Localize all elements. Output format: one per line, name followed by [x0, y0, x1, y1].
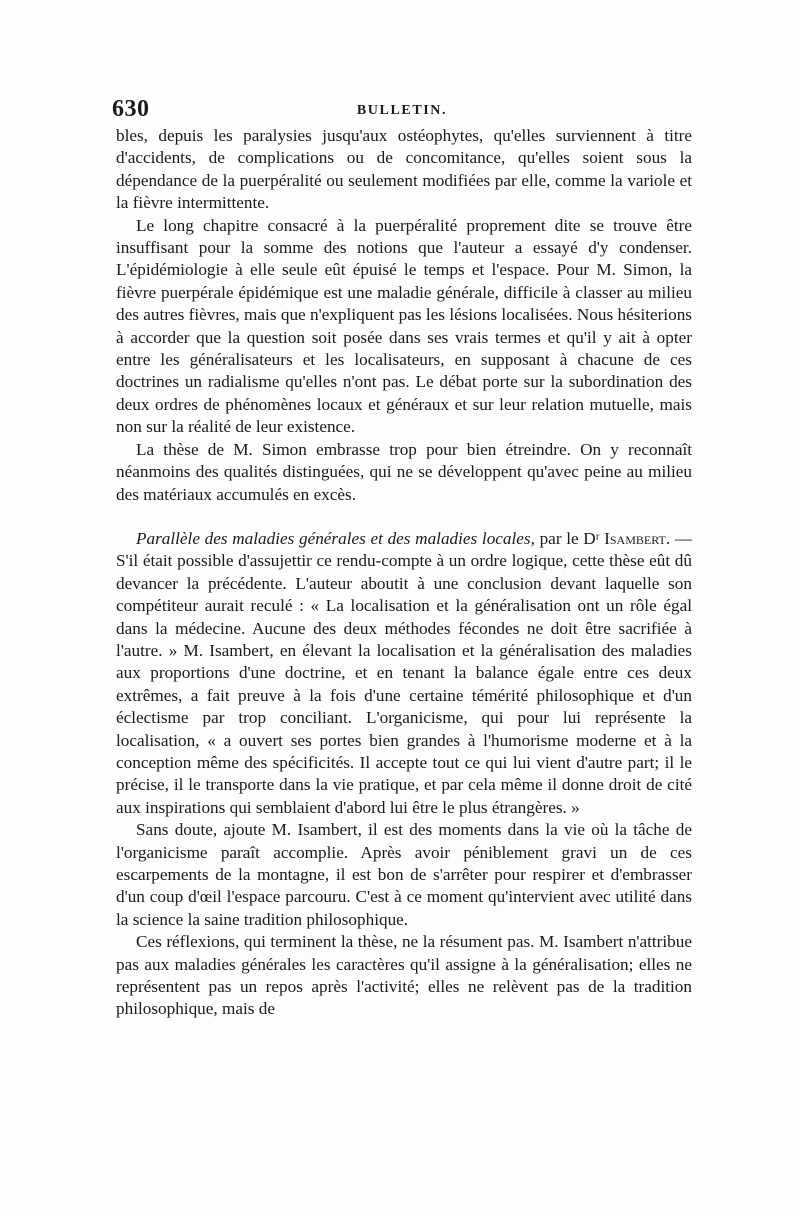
text-body	[116, 125, 692, 1021]
paragraph-1: bles, depuis les paralysies jusqu'aux ostéophytes, qu'elles surviennent à titre d'accidents, de complications ou de concomitance, qu'elles soient sous la dépendance de la puerpéralité ou seulement modifiées par elle, comme la variole et la fièvre intermittente.	[116, 126, 692, 213]
paragraph-6: Ces réflexions, qui terminent la thèse, ne la résument pas. M. Isambert n'attribue pas aux maladies générales les caractères qu'il assigne à la généralisation; elles ne représentent pas un repos après l'activité; elles ne relèvent pas de la tradition philosophique, mais de	[116, 932, 692, 1019]
reviewed-thesis-title: Parallèle des maladies générales et des maladies locales	[136, 528, 531, 548]
paragraph-4	[116, 528, 692, 819]
running-title: BULLETIN.	[356, 103, 448, 118]
paragraph-3: La thèse de M. Simon embrasse trop pour bien étreindre. On y reconnaît néanmoins des qualités distinguées, qui ne se développent qu'avec peine au milieu des matériaux accumulés en excès.	[116, 439, 692, 504]
paragraph-4-body: . — S'il était possible d'assujettir ce rendu-compte à un ordre logique, cette thèse eût dû devancer la précédente. L'auteur aboutit à une conclusion devant laquelle son compétiteur aurait reculé : « La localisation et la généralisation ont un rôle égal dans la médecine. Aucune des deux méthodes fécondes ne doit être sacrifiée à l'autre. » M. Isambert, en élevant la localisation et la généralisation des maladies aux proportions d'une doctrine, et en tenant la balance égale entre ces deux extrêmes, a fait preuve à la fois d'une certaine témérité philosophique et d'un éclectisme par trop conciliant. L'organicisme, qui pour lui représente la localisation, « a ouvert ses portes bien grandes à l'humorisme moderne et à la conception même des spécificités. Il accepte tout ce qui lui vient d'autre part; il le précise, il le transporte dans la vie pratique, et par cela même il donne droit de cité aux inspirations qui semblaient d'abord lui être le plus étrangères. »	[116, 528, 693, 817]
author-prefix: , par le Dʳ	[530, 528, 605, 548]
paragraph-2: Le long chapitre consacré à la puerpéralité proprement dite se trouve être insuffisant pour la somme des notions que l'auteur a essayé d'y condenser. L'épidémiologie à elle seule eût épuisé le temps et l'espace. Pour M. Simon, la fièvre puerpérale épidémique est une maladie générale, difficile à classer au milieu des autres fièvres, mais que n'expliquent pas les lésions localisées. Nous hésiterions à accorder que la question soit posée dans ses vrais termes et qu'il y ait à opter entre les généralisateurs et les localisateurs, en supposant à chacune de ces doctrines un radialisme qu'elles n'ont pas. Le débat porte sur la subordination des deux ordres de phénomènes locaux et généraux et sur leur relation mutuelle, mais non sur la réalité de leur existence.	[116, 215, 692, 437]
author-name: Isambert	[604, 528, 666, 548]
paragraph-5: Sans doute, ajoute M. Isambert, il est des moments dans la vie où la tâche de l'organicisme paraît accomplie. Après avoir péniblement gravi un de ces escarpements de la montagne, il est bon de s'arrêter pour respirer et d'embrasser d'un coup d'œil l'espace parcouru. C'est à ce moment qu'intervient avec utilité dans la science la saine tradition philosophique.	[116, 820, 692, 929]
running-head	[112, 96, 692, 126]
page-number: 630	[112, 96, 150, 122]
